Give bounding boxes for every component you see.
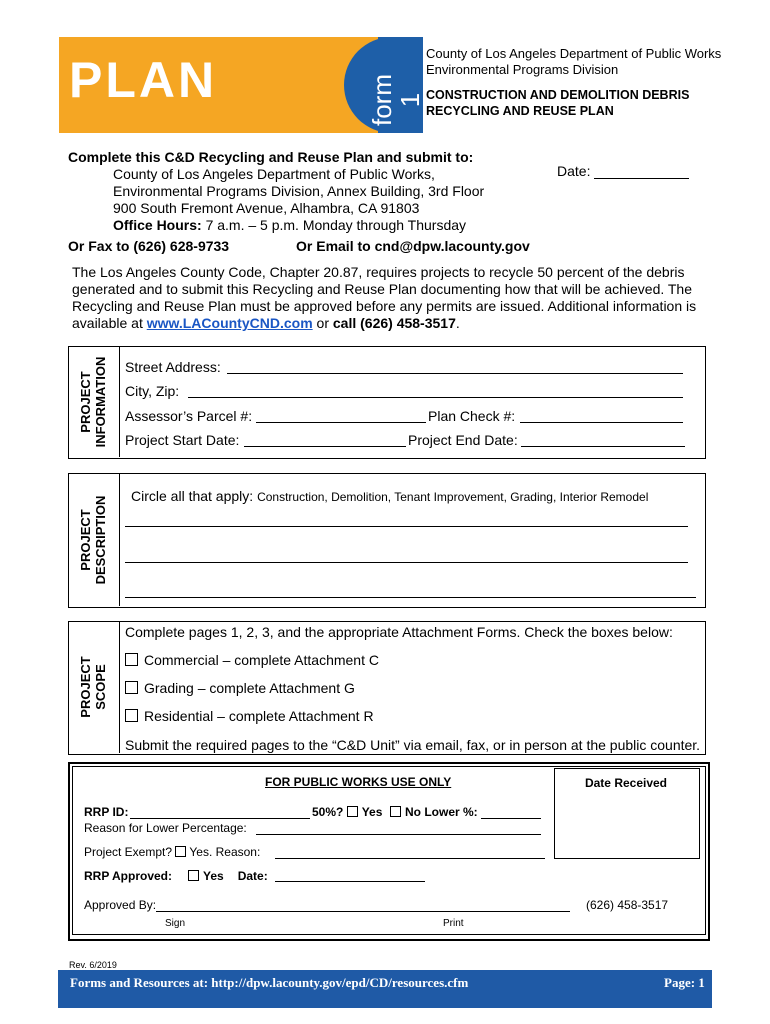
public-works-title: FOR PUBLIC WORKS USE ONLY <box>265 775 452 789</box>
reason-lower-field[interactable] <box>256 820 541 835</box>
lower-percent-field[interactable] <box>481 804 541 819</box>
project-exempt-label: Project Exempt? <box>84 845 176 859</box>
start-date-field[interactable] <box>244 431 406 447</box>
street-address-field[interactable] <box>227 358 683 374</box>
approved-date-field[interactable] <box>275 867 425 882</box>
description-field-2[interactable] <box>125 562 688 563</box>
circle-all-label: Circle all that apply: <box>131 488 258 504</box>
website-link[interactable]: www.LACountyCND.com <box>146 315 313 331</box>
plan-title: PLAN <box>69 52 218 108</box>
circle-all-line <box>131 488 648 506</box>
rrp-approved-label: RRP Approved: <box>84 869 173 883</box>
office-hours-label: Office Hours: <box>113 217 202 233</box>
date-field[interactable] <box>594 162 689 179</box>
city-zip-field[interactable] <box>188 382 683 398</box>
fax-line: Or Fax to (626) 628-9733 <box>68 238 230 254</box>
agency-line-1: County of Los Angeles Department of Public Works <box>426 46 722 61</box>
project-scope-divider <box>119 621 120 753</box>
commercial-label: Commercial – complete Attachment C <box>144 652 379 668</box>
project-information-divider <box>119 346 120 457</box>
form-number: form 1 <box>367 74 425 126</box>
project-description-label-2: DESCRIPTION <box>93 495 108 585</box>
intro-paragraph <box>72 264 704 332</box>
submit-heading: Complete this C&D Recycling and Reuse Plan and submit to: <box>68 149 474 165</box>
address-line-2: Environmental Programs Division, Annex Building, 3rd Floor <box>113 183 485 199</box>
rrp-id-label: RRP ID: <box>84 805 129 819</box>
approved-date-label: Date: <box>237 869 268 883</box>
resources-link[interactable]: Forms and Resources at: http://dpw.lacounty.gov/epd/CD/resources.cfm <box>70 975 469 990</box>
exempt-reason-field[interactable] <box>275 844 545 859</box>
intro-text: The Los Angeles County Code, Chapter 20.87, requires projects to recycle 50 percent of the debris generated and to submit this Recycling and Reuse Plan documenting how that will be achieved. The Recycling and Reuse Plan must be approved before any permits are issued. Additional information is available at <box>72 264 697 331</box>
city-zip-label: City, Zip: <box>125 383 180 399</box>
project-information-label-2: INFORMATION <box>93 356 108 448</box>
fifty-percent-group <box>312 805 382 819</box>
project-information-label <box>78 347 112 457</box>
sign-caption: Sign <box>165 918 186 929</box>
grading-label: Grading – complete Attachment G <box>144 680 355 696</box>
project-scope-label <box>78 632 112 742</box>
rrp-id-field[interactable] <box>130 804 310 819</box>
project-exempt-group <box>84 845 260 859</box>
parcel-label: Assessor’s Parcel #: <box>125 408 253 424</box>
no-lower-group <box>390 805 478 819</box>
description-options: Construction, Demolition, Tenant Improvement, Grading, Interior Remodel <box>257 490 649 504</box>
approved-by-label: Approved By: <box>84 898 157 912</box>
fifty-yes-label: Yes <box>361 805 383 819</box>
residential-checkbox[interactable] <box>125 709 138 722</box>
fifty-percent-label: 50%? <box>312 805 347 819</box>
office-hours <box>68 217 484 234</box>
scope-instruction: Complete pages 1, 2, 3, and the appropriate Attachment Forms. Check the boxes below: <box>125 624 673 640</box>
end-date-label: Project End Date: <box>408 432 518 448</box>
project-scope-label-2: SCOPE <box>93 664 108 710</box>
document-title-line-2: RECYCLING AND REUSE PLAN <box>426 104 614 118</box>
call-number: call (626) 458-3517 <box>332 315 456 331</box>
project-description-divider <box>119 473 120 606</box>
scope-option-grading[interactable] <box>125 680 355 696</box>
revision-note: Rev. 6/2019 <box>69 960 117 970</box>
start-date-label: Project Start Date: <box>125 432 240 448</box>
parcel-field[interactable] <box>256 407 426 423</box>
commercial-checkbox[interactable] <box>125 653 138 666</box>
street-address-label: Street Address: <box>125 359 221 375</box>
print-caption: Print <box>443 918 464 929</box>
plan-check-label: Plan Check #: <box>428 408 516 424</box>
no-lower-checkbox[interactable] <box>390 806 401 817</box>
approved-yes-checkbox[interactable] <box>188 870 199 881</box>
page-number: Page: 1 <box>664 975 705 990</box>
period: . <box>455 315 460 331</box>
exempt-yes-checkbox[interactable] <box>175 846 186 857</box>
end-date-field[interactable] <box>521 431 685 447</box>
reason-lower-label: Reason for Lower Percentage: <box>84 821 247 835</box>
approved-by-field[interactable] <box>156 897 570 912</box>
rrp-approved-group <box>84 869 268 883</box>
date-label: Date: <box>557 163 591 179</box>
address-line-3: 900 South Fremont Avenue, Alhambra, CA 91803 <box>113 200 420 216</box>
date-received-label: Date Received <box>584 776 668 790</box>
document-title <box>426 87 689 119</box>
description-field-1[interactable] <box>125 526 688 527</box>
agency-name <box>426 46 721 78</box>
project-scope-label-1: PROJECT <box>78 656 93 718</box>
scope-option-commercial[interactable] <box>125 652 379 668</box>
document-title-line-1: CONSTRUCTION AND DEMOLITION DEBRIS <box>426 88 690 102</box>
approver-phone: (626) 458-3517 <box>586 898 669 912</box>
address-line-1: County of Los Angeles Department of Public Works, <box>113 166 435 182</box>
exempt-yes-reason-label: Yes. Reason: <box>189 845 261 859</box>
fifty-yes-checkbox[interactable] <box>347 806 358 817</box>
approved-yes-label: Yes <box>203 869 224 883</box>
scope-option-residential[interactable] <box>125 708 374 724</box>
agency-line-2: Environmental Programs Division <box>426 62 619 77</box>
plan-check-field[interactable] <box>520 407 683 423</box>
residential-label: Residential – complete Attachment R <box>144 708 374 724</box>
project-description-label-1: PROJECT <box>78 509 93 571</box>
no-lower-label: No Lower %: <box>405 805 478 819</box>
project-description-label <box>78 485 112 595</box>
project-information-label-1: PROJECT <box>78 371 93 433</box>
office-hours-value: 7 a.m. – 5 p.m. Monday through Thursday <box>201 217 467 233</box>
email-line: Or Email to cnd@dpw.lacounty.gov <box>296 238 530 254</box>
description-field-3[interactable] <box>125 597 696 598</box>
submit-to-block <box>68 149 484 234</box>
grading-checkbox[interactable] <box>125 681 138 694</box>
or-text: or <box>312 315 333 331</box>
submit-instruction: Submit the required pages to the “C&D Unit” via email, fax, or in person at the public counter. <box>125 737 701 753</box>
